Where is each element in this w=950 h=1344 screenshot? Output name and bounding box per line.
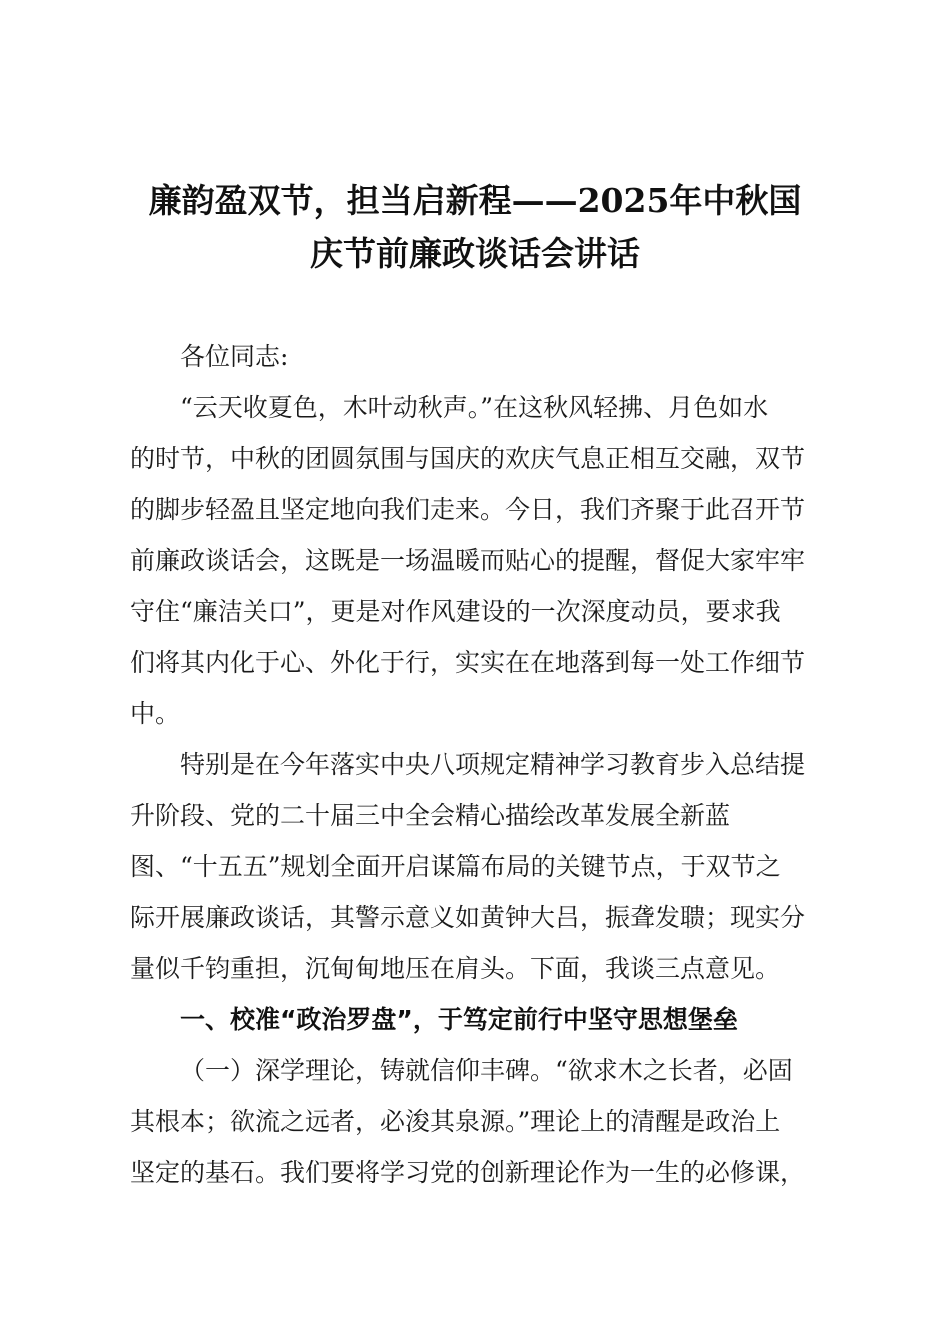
paragraph-1-line: 们将其内化于心、外化于行，实实在在地落到每一处工作细节 (130, 648, 806, 677)
document-body (130, 331, 820, 1198)
paragraph-3-line: 坚定的基石。我们要将学习党的创新理论作为一生的必修课， (130, 1158, 806, 1187)
paragraph-1-line: 的脚步轻盈且坚定地向我们走来。今日，我们齐聚于此召开节 (130, 495, 806, 524)
document-title (118, 174, 832, 280)
title-line-2: 庆节前廉政谈话会讲话 (310, 234, 640, 273)
paragraph-1 (130, 382, 820, 739)
paragraph-2-line: 际开展廉政谈话，其警示意义如黄钟大吕，振聋发聩；现实分 (130, 903, 806, 932)
paragraph-1-line: 中。 (130, 699, 181, 728)
paragraph-1-line: “云天收夏色，木叶动秋声。”在这秋风轻拂、月色如水 (180, 393, 769, 422)
section-heading-1: 一、校准“政治罗盘”，于笃定前行中坚守思想堡垒 (180, 1005, 738, 1034)
paragraph-2-line: 图、“十五五”规划全面开启谋篇布局的关键节点，于双节之 (130, 852, 781, 881)
paragraph-3 (130, 1045, 820, 1198)
title-line-1: 廉韵盈双节，担当启新程——2025年中秋国 (148, 181, 802, 220)
paragraph-1-line: 守住“廉洁关口”，更是对作风建设的一次深度动员，要求我 (130, 597, 781, 626)
paragraph-2-line: 升阶段、党的二十届三中全会精心描绘改革发展全新蓝 (130, 801, 731, 830)
paragraph-2-line: 特别是在今年落实中央八项规定精神学习教育步入总结提 (180, 750, 806, 779)
paragraph-3-line: 其根本；欲流之远者，必浚其泉源。”理论上的清醒是政治上 (130, 1107, 781, 1136)
paragraph-2 (130, 739, 820, 994)
salutation: 各位同志: (180, 342, 289, 371)
paragraph-1-line: 的时节，中秋的团圆氛围与国庆的欢庆气息正相互交融，双节 (130, 444, 806, 473)
paragraph-3-line: （一）深学理论，铸就信仰丰碑。“欲求木之长者，必固 (180, 1056, 793, 1085)
paragraph-1-line: 前廉政谈话会，这既是一场温暖而贴心的提醒，督促大家牢牢 (130, 546, 806, 575)
paragraph-2-line: 量似千钧重担，沉甸甸地压在肩头。下面，我谈三点意见。 (130, 954, 781, 983)
